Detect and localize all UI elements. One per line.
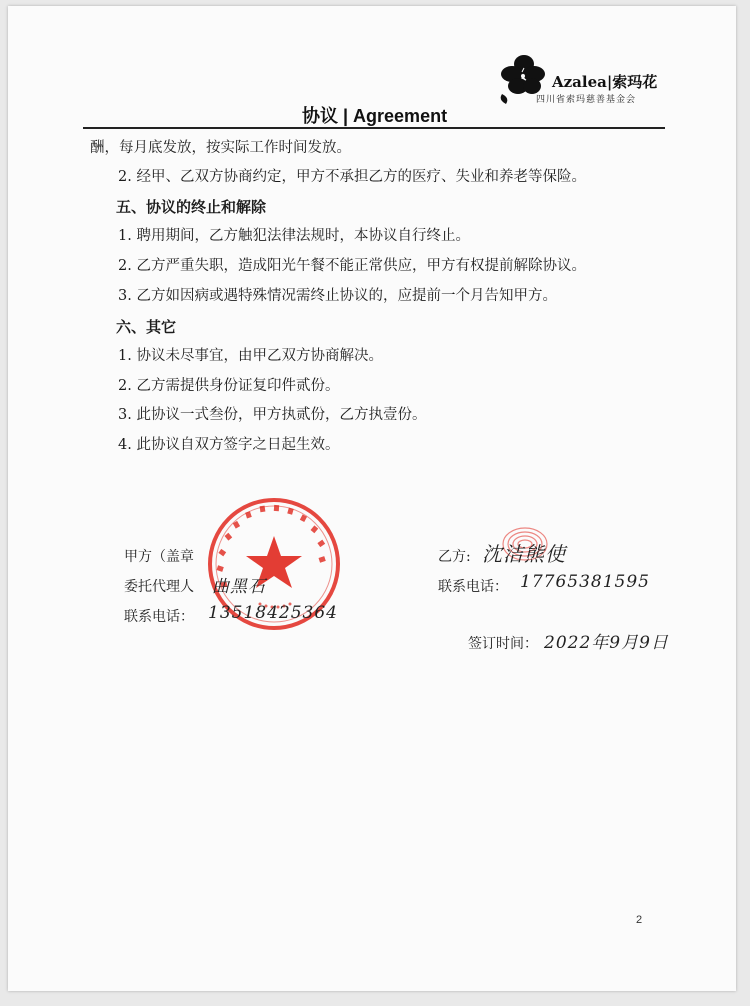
party-b-phone-value: 17765381595 bbox=[520, 572, 650, 592]
header-divider bbox=[83, 127, 665, 129]
party-b-label: 乙方: bbox=[438, 549, 471, 565]
header-logo bbox=[496, 50, 666, 106]
party-a-agent-signature: 曲黑石 bbox=[212, 577, 266, 597]
party-a-label: 甲方（盖章 bbox=[124, 549, 194, 565]
clause-6-4: 4. 此协议自双方签字之日起生效。 bbox=[118, 437, 340, 453]
signing-date-value: 2022年9月9日 bbox=[544, 633, 669, 653]
section-heading-6: 六、其它 bbox=[116, 318, 177, 336]
party-a-phone-value: 13518425364 bbox=[208, 603, 338, 623]
clause-6-1: 1. 协议未尽事宜，由甲乙双方协商解决。 bbox=[118, 348, 383, 364]
brand-subtitle: 四川省索玛慈善基金会 bbox=[536, 95, 637, 105]
page-number: 2 bbox=[636, 914, 643, 926]
clause-5-2: 2. 乙方严重失职，造成阳光午餐不能正常供应，甲方有权提前解除协议。 bbox=[118, 258, 586, 274]
clause-5-1: 1. 聘用期间，乙方触犯法律法规时，本协议自行终止。 bbox=[118, 228, 470, 244]
section-heading-5: 五、协议的终止和解除 bbox=[116, 198, 267, 216]
party-b-phone-label: 联系电话： bbox=[438, 579, 508, 595]
document-page bbox=[8, 6, 736, 991]
party-a-phone-label: 联系电话： bbox=[124, 609, 194, 625]
body-line: 酬，每月底发放，按实际工作时间发放。 bbox=[90, 140, 351, 156]
party-a-agent-label: 委托代理人 bbox=[124, 579, 194, 595]
clause-6-3: 3. 此协议一式叁份，甲方执贰份，乙方执壹份。 bbox=[118, 407, 427, 423]
brand-name: Azalea|索玛花 bbox=[552, 73, 658, 91]
clause-4-2: 2. 经甲、乙双方协商约定，甲方不承担乙方的医疗、失业和养老等保险。 bbox=[118, 169, 586, 185]
clause-6-2: 2. 乙方需提供身份证复印件贰份。 bbox=[118, 378, 340, 394]
signing-date-label: 签订时间： bbox=[468, 636, 538, 652]
party-b-signature: 沈洁熊使 bbox=[482, 542, 566, 566]
page-title: 协议 | Agreement bbox=[302, 106, 448, 126]
clause-5-3: 3. 乙方如因病或遇特殊情况需终止协议的，应提前一个月告知甲方。 bbox=[118, 288, 557, 304]
